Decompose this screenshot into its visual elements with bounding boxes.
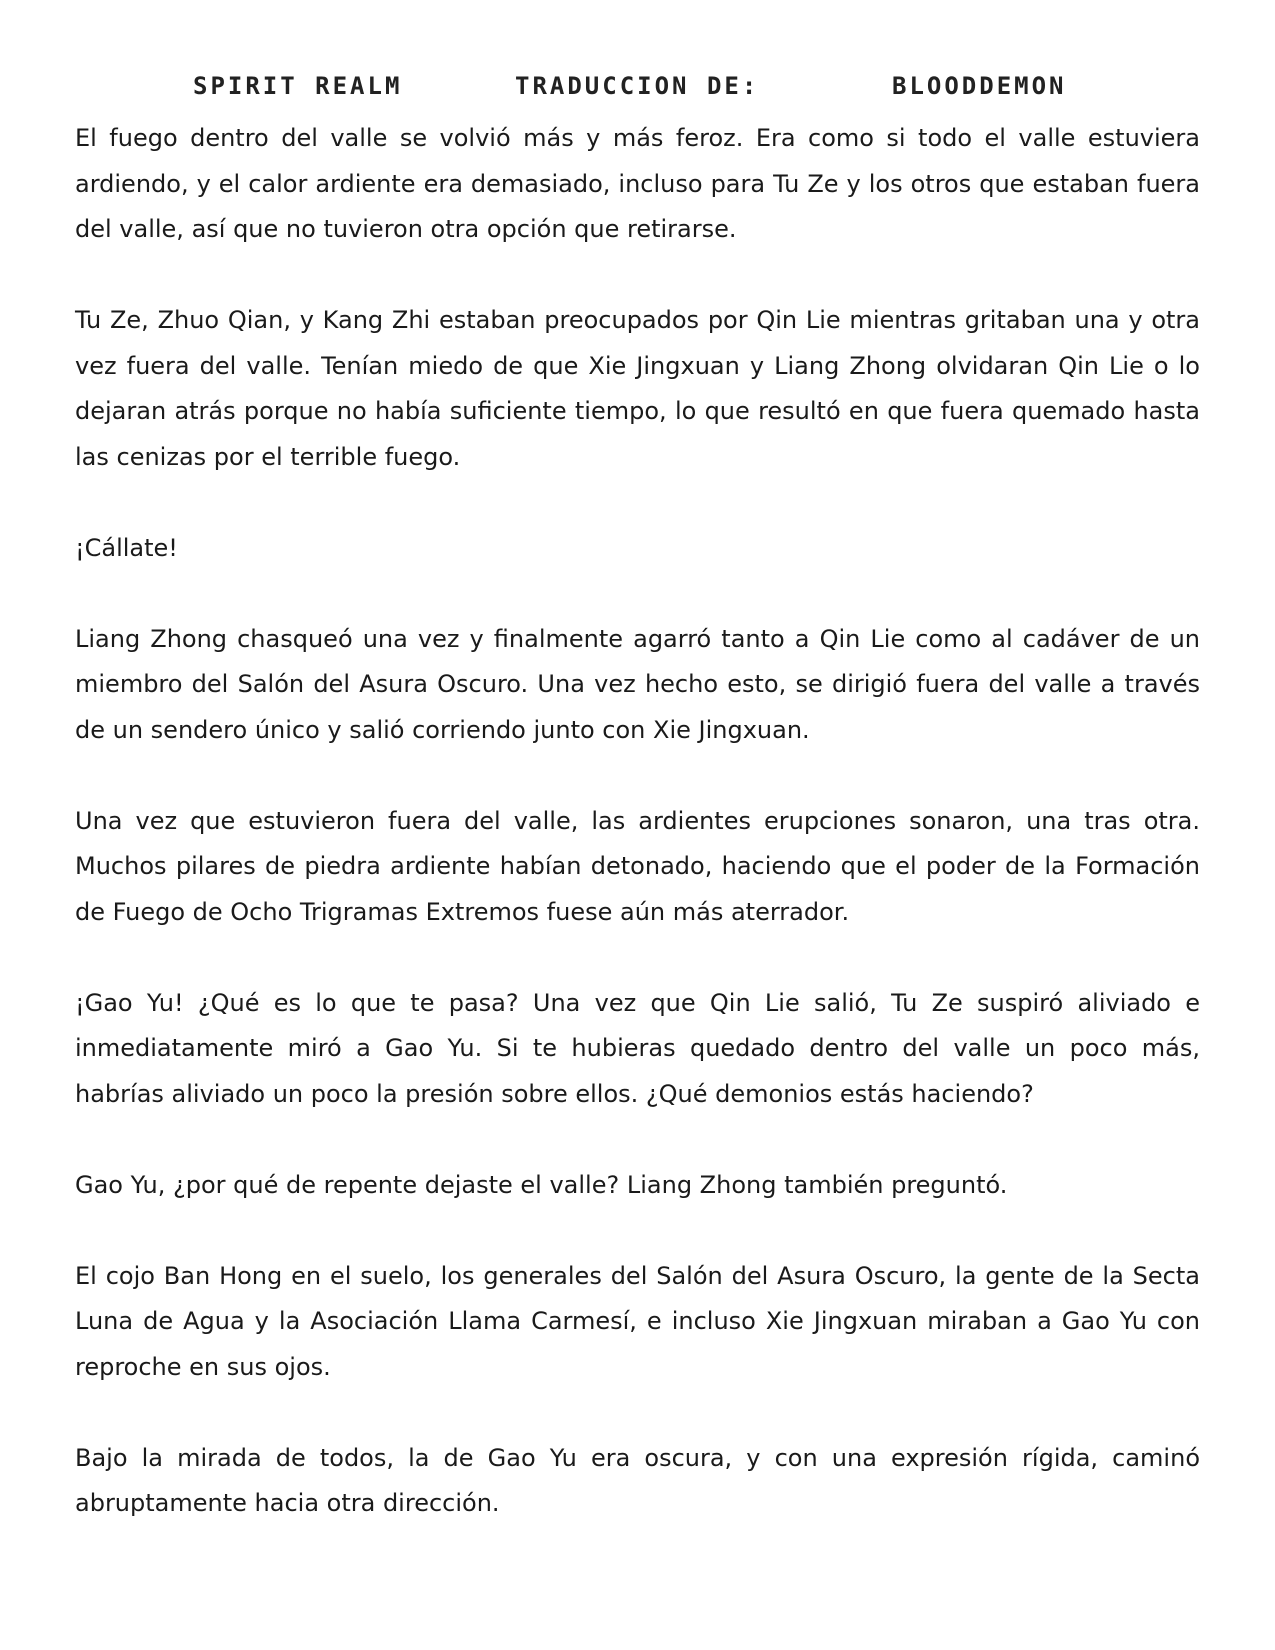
paragraph-3: ¡Cállate! <box>75 533 178 562</box>
document-body <box>75 116 1200 1572</box>
paragraph-8: El cojo Ban Hong en el suelo, los generales del Salón del Asura Oscuro, la gente de la Secta Luna de Agua y la Asociación Llama Carmesí, e incluso Xie Jingxuan miraban a Gao Yu con reproche en sus ojos. <box>75 1261 1200 1381</box>
paragraph-5: Una vez que estuvieron fuera del valle, las ardientes erupciones sonaron, una tras otra. Muchos pilares de piedra ardiente habían detonado, haciendo que el poder de la Formación de Fuego de Ocho Trigramas Extremos fuese aún más aterrador. <box>75 806 1200 926</box>
page-header <box>0 72 1275 108</box>
paragraph-1: El fuego dentro del valle se volvió más y más feroz. Era como si todo el valle estuviera ardiendo, y el calor ardiente era demasiado, incluso para Tu Ze y los otros que estaban fuera del valle, así que no tuvieron otra opción que retirarse. <box>75 124 1200 243</box>
paragraph-9: Bajo la mirada de todos, la de Gao Yu era oscura, y con una expresión rígida, caminó abruptamente hacia otra dirección. <box>75 1443 1200 1517</box>
paragraph-2: Tu Ze, Zhuo Qian, y Kang Zhi estaban preocupados por Qin Lie mientras gritaban una y otra vez fuera del valle. Tenían miedo de que Xie Jingxuan y Liang Zhong olvidaran Qin Lie o lo dejaran atrás porque no había suficiente tiempo, lo que resultó en que fuera quemado hasta las cenizas por el terrible fuego. <box>75 306 1200 471</box>
header-translation-label: TRADUCCION DE: <box>515 72 760 100</box>
paragraph-4: Liang Zhong chasqueó una vez y finalmente agarró tanto a Qin Lie como al cadáver de un miembro del Salón del Asura Oscuro. Una vez hecho esto, se dirigió fuera del valle a través de un sendero único y salió corriendo junto con Xie Jingxuan. <box>75 624 1200 744</box>
header-series-title: SPIRIT REALM <box>193 72 403 100</box>
paragraph-7: Gao Yu, ¿por qué de repente dejaste el valle? Liang Zhong también preguntó. <box>75 1170 1008 1199</box>
paragraph-6: ¡Gao Yu! ¿Qué es lo que te pasa? Una vez que Qin Lie salió, Tu Ze suspiró aliviado e inmediatamente miró a Gao Yu. Si te hubieras quedado dentro del valle un poco más, habrías aliviado un poco la presión sobre ellos. ¿Qué demonios estás haciendo? <box>75 988 1200 1108</box>
header-translator-name: BLOODDEMON <box>892 72 1067 100</box>
